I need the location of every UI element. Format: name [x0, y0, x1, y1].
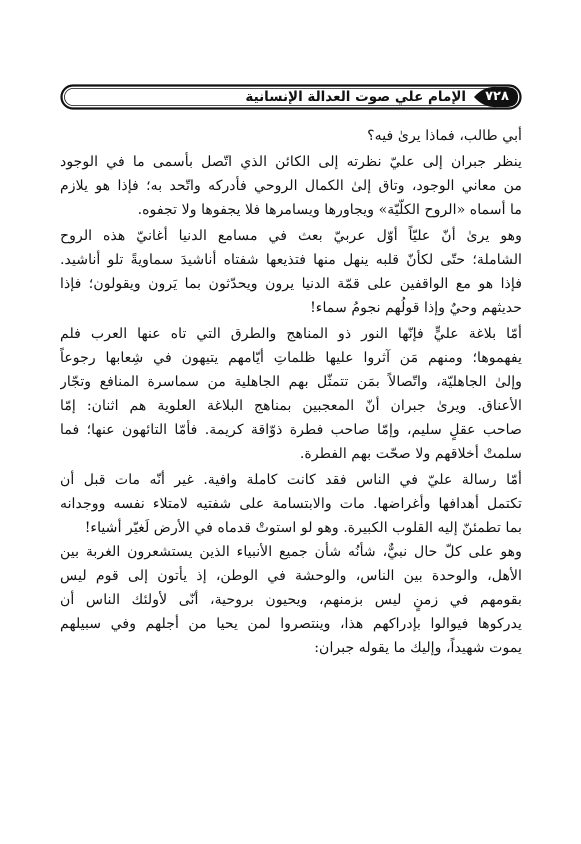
- paragraph-2: [60, 150, 522, 222]
- body-text: [60, 124, 522, 660]
- text-line: أبي طالب، فماذا يرىٰ فيه؟: [367, 128, 522, 144]
- text-line: يموت شهيداً، وإليك ما يقوله جبران:: [314, 640, 522, 656]
- text-line: حديثهم وحيٌ وإذا قولُهم نجومُ سماء!: [310, 300, 522, 316]
- page-header: [60, 84, 522, 110]
- running-title: الإمام علي صوت العدالة الإنسانية: [245, 89, 466, 105]
- text-line: من معاني الوجود، وتاق إلىٰ الكمال الروحي فأدركه واتّحد به؛ فإذا هو يلازم: [60, 178, 522, 194]
- text-line: الأهل، والوحدة بين الناس، والوحشة في الوطن، إذ يأتون إلى قوم ليس: [60, 568, 522, 584]
- text-line: الشاملة؛ حتّى لكأنّ قلبه ينهل منها فتذيعها شفتاه أناشيدَ سماويةً تلو أناشيد.: [60, 252, 522, 268]
- paragraph-5: [60, 468, 522, 540]
- text-line: بقومهم في زمنٍ ليس بزمنهم، ويحيون بروحية، أنّى لأولئك الناس أن: [60, 592, 522, 608]
- text-line: صاحب عقلٍ سليم، وإمّا صاحب فطرة ذوّاقة كريمة. فأمّا التائهون عنها؛ فما: [60, 422, 522, 438]
- text-line: يدركوها فيوالوا بإدراكهم هذا، وينتصروا لمن يحيا من أجلهم وفي سبيلهم: [60, 616, 522, 632]
- paragraph-6: [60, 540, 522, 660]
- text-line: سلمتْ أخلاقهم ولا صحّت بهم الفطرة.: [299, 446, 522, 462]
- text-line: وإلىٰ الجاهليّة، واتّصالاً بمَن تتمثّل بهم الجاهلية من سماسرة المنافع وتجّار: [60, 374, 522, 390]
- text-line: أمّا بلاغة عليٍّ فإنّها النور ذو المناهج والطرق التي تاه عنها العرب فلم: [60, 326, 522, 342]
- text-line: فإذا هو مع الواقفين على قمّة الدنيا يرون ويحدّثون بما يَرون ويقولون؛ فإذا: [60, 276, 522, 292]
- paragraph-3: [60, 224, 522, 320]
- text-line: الأعناق. ويرىٰ جبران أنّ المعجبين بمناهج البلاغة العلوية هم اثنان: إمّا: [60, 398, 522, 414]
- text-line: تكتمل أهدافها وأغراضها. مات والابتسامة على شفتيه لامتلاء نفسه ووجدانه: [60, 496, 522, 512]
- paragraph-1: [60, 124, 522, 148]
- text-line: بما تطمئنّ إليه القلوب الكبيرة. وهو لو استوتْ قدماه في الأرض لَغيّر أشياء!: [84, 520, 522, 536]
- text-line: يفهموها؛ ومنهم مَن آثروا عليها ظلماتِ أيّامهم يتيهون في شِعابها رجوعاً: [60, 350, 522, 366]
- paragraph-4: [60, 322, 522, 466]
- text-line: ما أسماه «الروح الكلّيّة» ويجاورها ويسامرها فلا يجفوها ولا تجفوه.: [137, 202, 522, 218]
- text-line: وهو يرىٰ أنّ عليّاً أوّل عربيّ بعث في مسامع الدنيا أغانيّ هذه الروح: [60, 228, 522, 244]
- text-line: ينظر جبران إلى عليّ نظرته إلى الكائن الذي اتّصل بأسمى ما في الوجود: [60, 154, 522, 170]
- page-number: ٧٢٨: [485, 89, 509, 104]
- text-line: أمّا رسالة عليّ في الناس فقد كانت كاملة وافية. غير أنّه مات قبل أن: [60, 472, 522, 488]
- text-line: وهو على كلّ حال نبيٌّ، شأنُه شأن جميع الأنبياء الذين يستشعرون الغربة بين: [60, 544, 522, 560]
